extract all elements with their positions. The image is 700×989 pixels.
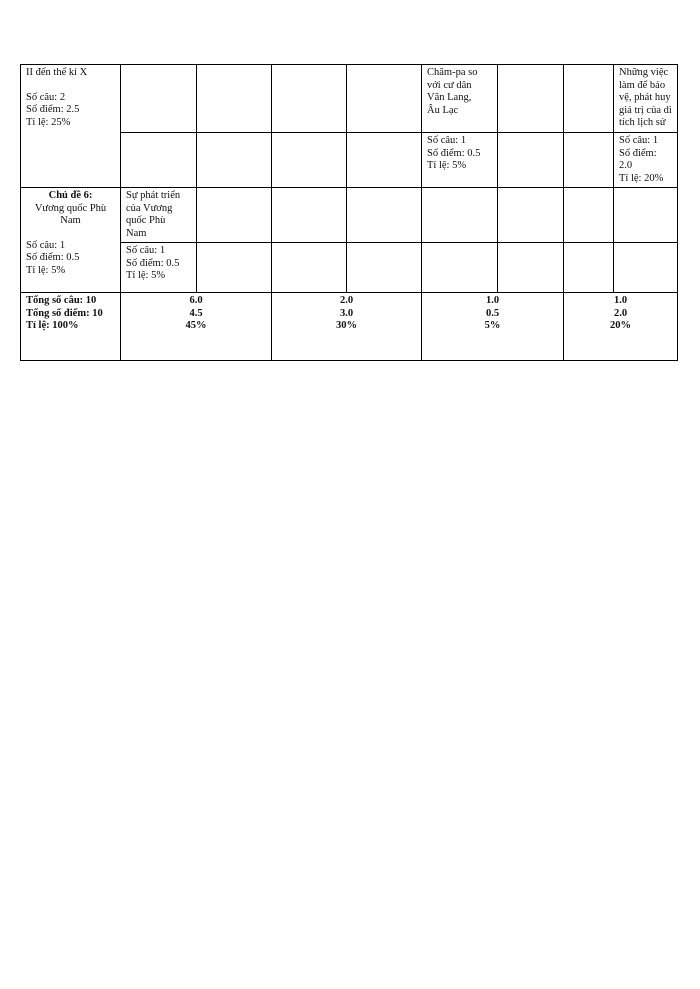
empty-cell <box>498 188 564 243</box>
empty-cell <box>422 243 498 293</box>
total-value: 4.5 <box>189 307 203 319</box>
topic5-stat: Tỉ lệ: 25% <box>26 116 71 128</box>
content-line: quốc Phù <box>126 215 166 226</box>
topic6-label-cell <box>21 188 121 293</box>
empty-cell <box>347 65 422 133</box>
empty-cell <box>498 243 564 293</box>
topic6-stat: Tỉ lệ: 5% <box>26 264 66 276</box>
content-line: vệ, phát huy <box>619 92 671 103</box>
totals-row <box>21 293 678 361</box>
total-value: 1.0 <box>485 295 500 306</box>
content-line: Văn Lang, <box>427 92 472 103</box>
topic6-title-line: Nam <box>60 215 81 226</box>
content-line: Sự phát triển <box>126 190 181 201</box>
empty-cell <box>272 188 347 243</box>
topic5-col6-stats <box>422 133 498 188</box>
total-value: 5% <box>484 320 501 331</box>
total-questions-label: Tổng số câu: 10 <box>26 295 97 306</box>
empty-cell <box>347 133 422 188</box>
topic6-content-row <box>21 188 678 243</box>
total-value: 20% <box>610 320 631 331</box>
empty-cell <box>272 65 347 133</box>
totals-group-2 <box>272 293 422 361</box>
empty-cell <box>197 133 272 188</box>
empty-cell <box>564 133 614 188</box>
empty-cell <box>564 65 614 133</box>
topic6-col1-stats <box>121 243 197 293</box>
stat-line: Tỉ lệ: 5% <box>126 270 166 281</box>
stat-line: Tỉ lệ: 5% <box>427 160 467 171</box>
total-value: 2.0 <box>339 295 354 306</box>
empty-cell <box>498 65 564 133</box>
totals-label-cell <box>21 293 121 361</box>
total-ratio-label: Tỉ lệ: 100% <box>26 320 79 331</box>
content-line: của Vương <box>126 202 173 214</box>
content-line: Chăm-pa so <box>427 67 478 78</box>
stat-line: Tỉ lệ: 20% <box>619 172 664 184</box>
topic5-label-cell <box>21 65 121 188</box>
topic5-stat: Số câu: 2 <box>26 91 66 103</box>
topic6-col1-content <box>121 188 197 243</box>
empty-cell <box>422 188 498 243</box>
empty-cell <box>614 243 678 293</box>
content-line: Những việc <box>619 67 669 78</box>
topic6-stat: Số câu: 1 <box>26 239 66 251</box>
empty-cell <box>272 133 347 188</box>
empty-cell <box>197 188 272 243</box>
total-value: 3.0 <box>339 307 354 319</box>
stat-line: Số câu: 1 <box>619 135 659 146</box>
totals-group-4 <box>564 293 678 361</box>
topic5-stat: Số điểm: 2.5 <box>26 104 80 115</box>
topic5-col8-content <box>614 65 678 133</box>
test-matrix-table <box>20 64 678 361</box>
total-value: 0.5 <box>485 307 500 319</box>
empty-cell <box>121 133 197 188</box>
content-line: tích lịch sử <box>619 117 666 128</box>
stat-line: Số câu: 1 <box>126 245 166 256</box>
empty-cell <box>347 243 422 293</box>
stat-line: Số câu: 1 <box>427 135 467 146</box>
total-value: 6.0 <box>189 295 203 306</box>
total-points-label: Tổng số điểm: 10 <box>26 307 103 319</box>
stat-line: Số điểm: 0.5 <box>126 257 180 269</box>
content-line: Âu Lạc <box>427 104 459 116</box>
stat-line: Số điểm: 2.0 <box>619 147 657 171</box>
stat-line: Số điểm: 0.5 <box>427 147 481 159</box>
empty-cell <box>121 65 197 133</box>
total-value: 45% <box>185 320 207 331</box>
empty-cell <box>564 188 614 243</box>
total-value: 2.0 <box>613 307 628 319</box>
empty-cell <box>614 188 678 243</box>
topic5-title-line: II đến thế kỉ X <box>26 67 88 78</box>
totals-group-3 <box>422 293 564 361</box>
topic6-title-line: Vương quốc Phù <box>34 202 107 214</box>
topic5-col6-content <box>422 65 498 133</box>
total-value: 1.0 <box>613 295 628 306</box>
topic6-label: Chủ đề 6: <box>48 190 93 201</box>
empty-cell <box>564 243 614 293</box>
empty-cell <box>197 243 272 293</box>
content-line: với cư dân <box>427 79 472 91</box>
empty-cell <box>272 243 347 293</box>
topic5-content-row <box>21 65 678 133</box>
empty-cell <box>197 65 272 133</box>
content-line: Nam <box>126 227 147 239</box>
totals-group-1 <box>121 293 272 361</box>
empty-cell <box>498 133 564 188</box>
empty-cell <box>347 188 422 243</box>
content-line: giá trị của di <box>619 104 672 116</box>
topic5-col8-stats <box>614 133 678 188</box>
total-value: 30% <box>336 320 357 331</box>
content-line: làm để bảo <box>619 79 666 91</box>
topic6-stat: Số điểm: 0.5 <box>26 252 80 263</box>
